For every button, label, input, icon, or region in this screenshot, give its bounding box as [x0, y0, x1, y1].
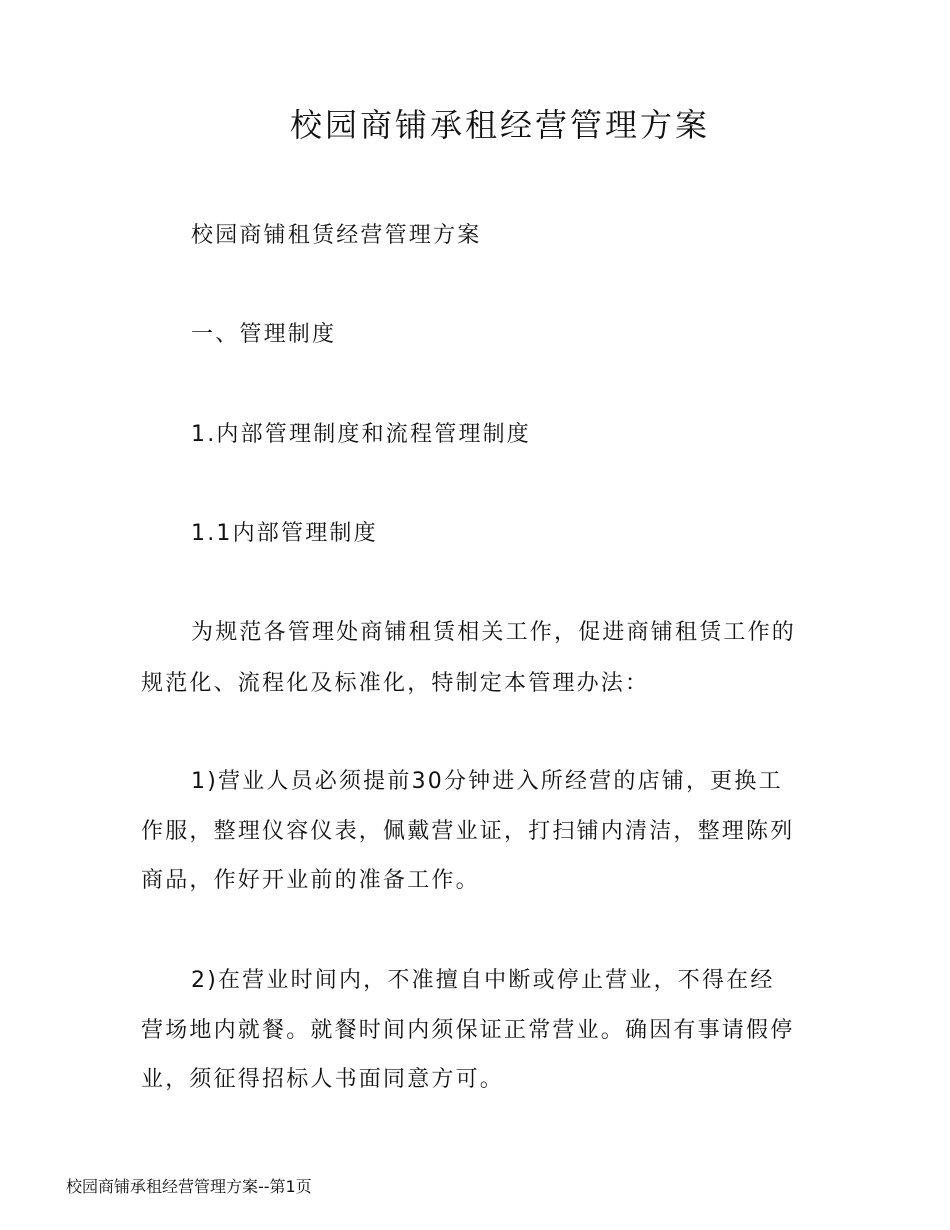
rule-2-line-3: 业，须征得招标人书面同意方可。	[141, 1067, 505, 1092]
document-title: 校园商铺承租经营管理方案	[289, 106, 710, 144]
subsection-heading-1-1: 1.1内部管理制度	[191, 521, 378, 546]
rule-2-line-2: 营场地内就餐。就餐时间内须保证正常营业。确因有事请假停	[141, 1018, 795, 1043]
doc-subtitle: 校园商铺租赁经营管理方案	[191, 223, 482, 248]
rule-1-line-3: 商品，作好开业前的准备工作。	[141, 868, 480, 893]
rule-1-line-2: 作服，整理仪容仪表，佩戴营业证，打扫铺内清洁，整理陈列	[141, 819, 795, 844]
paragraph-intro-line-2: 规范化、流程化及标准化，特制定本管理办法：	[141, 671, 650, 696]
paragraph-intro-line-1: 为规范各管理处商铺租赁相关工作，促进商铺租赁工作的	[191, 620, 797, 645]
subsection-heading-1: 1.内部管理制度和流程管理制度	[191, 422, 531, 447]
rule-1-line-1: 1)营业人员必须提前30分钟进入所经营的店铺，更换工	[191, 769, 783, 794]
page-footer: 校园商铺承租经营管理方案--第1页	[66, 1177, 312, 1196]
rule-2-line-1: 2)在营业时间内，不准擅自中断或停止营业，不得在经	[191, 968, 775, 993]
section-heading-management-system: 一、管理制度	[191, 322, 337, 347]
